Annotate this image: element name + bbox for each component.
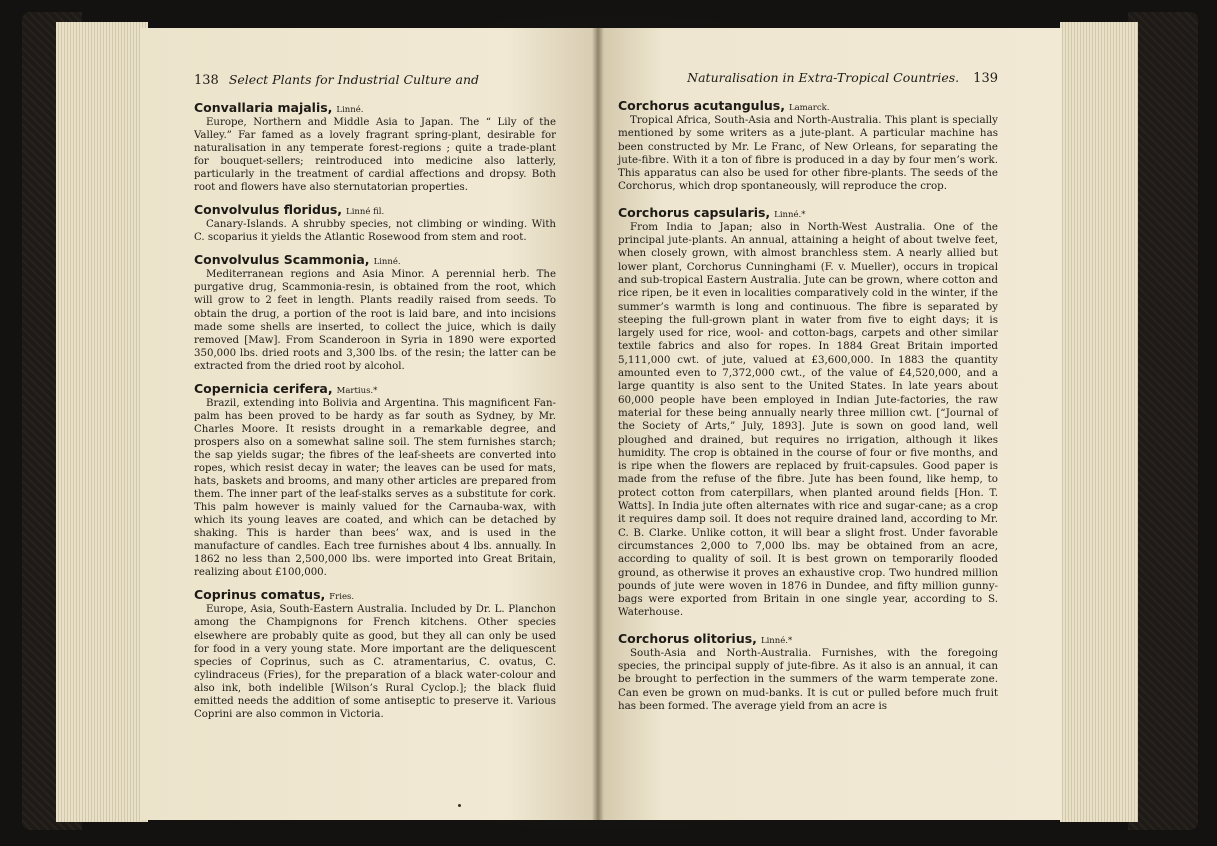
entry-heading bbox=[618, 98, 998, 113]
running-header-left bbox=[194, 72, 556, 88]
entry-heading bbox=[618, 205, 998, 220]
book-gutter bbox=[592, 28, 604, 820]
authority: Lamarck. bbox=[788, 103, 830, 113]
entry-text: Tropical Africa, South-Asia and North-Australia. This plant is specially mentioned by some writers as a jute-plant. A particular machine has been constructed by Mr. Le Franc, of New Orleans, for separating the jute-fibre. With it a ton of fibre is produced in a day by four men’s work. This apparatus can also be used for other fibre-plants. The seeds of the Corchorus, which drop spontaneously, will reproduce the crop. bbox=[618, 114, 998, 193]
entry bbox=[194, 202, 556, 244]
page-edges-left bbox=[56, 22, 148, 822]
entry-text: Europe, Asia, South-Eastern Australia. Included by Dr. L. Planchon among the Champignons for French kitchens. Other species elsewhere are probably quite as good, but they all can only be used for food in a very young state. More important are the deliquescent species of Coprinus, such as C. atramentarius, C. ovatus, C. cylindraceus (Fries), for the preparation of a black water-colour and also ink, both indelible [Wilson’s Rural Cyclop.]; the black fluid emitted needs the addition of some antiseptic to preserve it. Various Coprini are also common in Victoria. bbox=[194, 604, 556, 720]
plant-name: Corchorus capsularis, bbox=[618, 204, 771, 220]
right-page-text bbox=[618, 70, 998, 724]
left-page-text bbox=[194, 72, 556, 729]
authority: Linné fil. bbox=[346, 207, 385, 218]
book-cover-right bbox=[1128, 12, 1198, 830]
entry-heading bbox=[618, 631, 998, 646]
page-number: 138 bbox=[194, 73, 219, 88]
entry-text: Brazil, extending into Bolivia and Argentina. This magnificent Fan-palm has been proved to be hardy as far south as Sydney, by Mr. Charles Moore. It resists drought in a remarkable degree, and prospers also on a somewhat saline soil. The stem furnishes starch; the sap yields sugar; the fibres of the leaf-sheets are converted into ropes, which resist decay in water; the leaves can be used for mats, hats, baskets and brooms, and many other articles are prepared from them. The inner part of the leaf-stalks serves as a substitute for cork. This palm however is mainly valued for the Carnauba-wax, with which its young leaves are coated, and which can be detached by shaking. This is harder than bees’ wax, and is used in the manufacture of candles. Each tree furnishes about 4 lbs. annually. In 1862 no less than 2,500,000 lbs. were imported into Great Britain, realizing about £100,000. bbox=[194, 397, 556, 579]
authority: Linné.* bbox=[774, 209, 806, 220]
authority: Fries. bbox=[329, 592, 355, 603]
entry-heading bbox=[194, 381, 556, 396]
entry-text: Europe, Northern and Middle Asia to Japan. The “ Lily of the Valley.” Far famed as a lovely fragrant spring-plant, desirable for naturalisation in any temperate forest-regions ; quite a trade-plant for bouquet-sellers; reintroduced into medicine also latterly, particularly in the treatment of cardial affections and dropsy. Both root and flowers have also sternutatorian properties. bbox=[194, 117, 556, 194]
entry-text: From India to Japan; also in North-West Australia. One of the principal jute-plants. An annual, attaining a height of about twelve feet, when closely grown, with almost branchless stem. A nearly allied but lower plant, Corchorus Cunninghami (F. v. Mueller), occurs in tropical and sub-tropical Eastern Australia. Jute can be grown, where cotton and rice ripen, be it even in localities comparatively cold in the winter, if the summer’s warmth is long and continuous. The fibre is separated by steeping the full-grown plant in water from five to eight days; it is largely used for rice, wool- and cotton-bags, carpets and other similar textile fabrics and also for ropes. In 1884 Great Britain imported 5,111,000 cwt. of jute, valued at £3,600,000. In 1883 the quantity amounted even to 7,372,000 cwt., of the value of £4,520,000, and a large quantity is also sent to the United States. In late years about 60,000 people have been employed in Indian Jute-factories, the raw material for these being annually nearly three million cwt. [“Journal of the Society of Arts,” July, 1893]. Jute is sown on good land, well ploughed and drained, but requires no irrigation, although it likes humidity. The crop is obtained in the course of four or five months, and is ripe when the flowers are replaced by fruit-capsules. Good paper is made from the refuse of the fibre. Jute has been found, like hemp, to protect cotton from caterpillars, when planted around fields [Hon. T. Watts]. In India jute often alternates with rice and sugar-cane; as a crop it requires damp soil. It does not require drained land, according to Mr. C. B. Clarke. Unlike cotton, it will bear a slight frost. Under favorable circumstances 2,000 to 7,000 lbs. may be obtained from an acre, according to quality of soil. It is best grown on temporarily flooded ground, as otherwise it proves an exhaustive crop. Two hundred million pounds of jute were woven in 1876 in Dundee, and fifty million gunny-bags were exported from Britain in one single year, according to S. Waterhouse. bbox=[618, 220, 998, 619]
page-edges-right bbox=[1060, 22, 1138, 822]
entry-text: Mediterranean regions and Asia Minor. A perennial herb. The purgative drug, Scammonia-resin, is obtained from the root, which will grow to 2 feet in length. Plants readily raised from seeds. To obtain the drug, a portion of the root is laid bare, and into incisions made some shells are inserted, to collect the juice, which is daily removed [Maw]. From Scanderoon in Syria in 1890 were exported 350,000 lbs. dried roots and 3,300 lbs. of the resin; the latter can be extracted from the dried root by alcohol. bbox=[194, 269, 556, 372]
entry bbox=[194, 381, 556, 580]
authority: Martius.* bbox=[336, 385, 378, 396]
plant-name: Convallaria majalis, bbox=[194, 100, 333, 115]
entry-heading bbox=[194, 100, 556, 115]
entry bbox=[194, 587, 556, 720]
plant-name: Corchorus acutangulus, bbox=[618, 98, 785, 113]
entry bbox=[618, 205, 998, 620]
plant-name: Convolvulus floridus, bbox=[194, 202, 343, 218]
right-page bbox=[598, 28, 1062, 820]
entry bbox=[194, 252, 556, 372]
authority: Linné. bbox=[336, 105, 364, 115]
entry bbox=[618, 631, 998, 713]
plant-name: Corchorus olitorius, bbox=[618, 630, 757, 646]
entry-heading bbox=[194, 252, 556, 267]
entry-text: South-Asia and North-Australia. Furnishes, with the foregoing species, the principal supply of jute-fibre. As it also is an annual, it can be brought to perfection in the summers of the warm temperate zone. Can even be grown on mud-banks. It is cut or pulled before much fruit has been formed. The average yield from an acre is bbox=[618, 646, 998, 712]
entry-heading bbox=[194, 202, 556, 217]
running-head: Naturalisation in Extra-Tropical Countries. bbox=[687, 70, 960, 85]
entry bbox=[618, 98, 998, 194]
plant-name: Convolvulus Scammonia, bbox=[194, 252, 370, 268]
entry bbox=[194, 100, 556, 194]
authority: Linné.* bbox=[760, 635, 793, 646]
entry-heading bbox=[194, 587, 556, 602]
running-header-right bbox=[618, 70, 998, 86]
authority: Linné. bbox=[373, 257, 401, 268]
plant-name: Copernicia cerifera, bbox=[194, 380, 333, 396]
plant-name: Coprinus comatus, bbox=[194, 587, 326, 603]
page-number: 139 bbox=[973, 71, 998, 86]
running-head: Select Plants for Industrial Culture and bbox=[228, 72, 480, 87]
entry-text: Canary-Islands. A shrubby species, not climbing or winding. With C. scoparius it yields the Atlantic Rosewood from stem and root. bbox=[194, 219, 556, 244]
printer-mark bbox=[458, 804, 461, 807]
left-page bbox=[140, 28, 598, 820]
